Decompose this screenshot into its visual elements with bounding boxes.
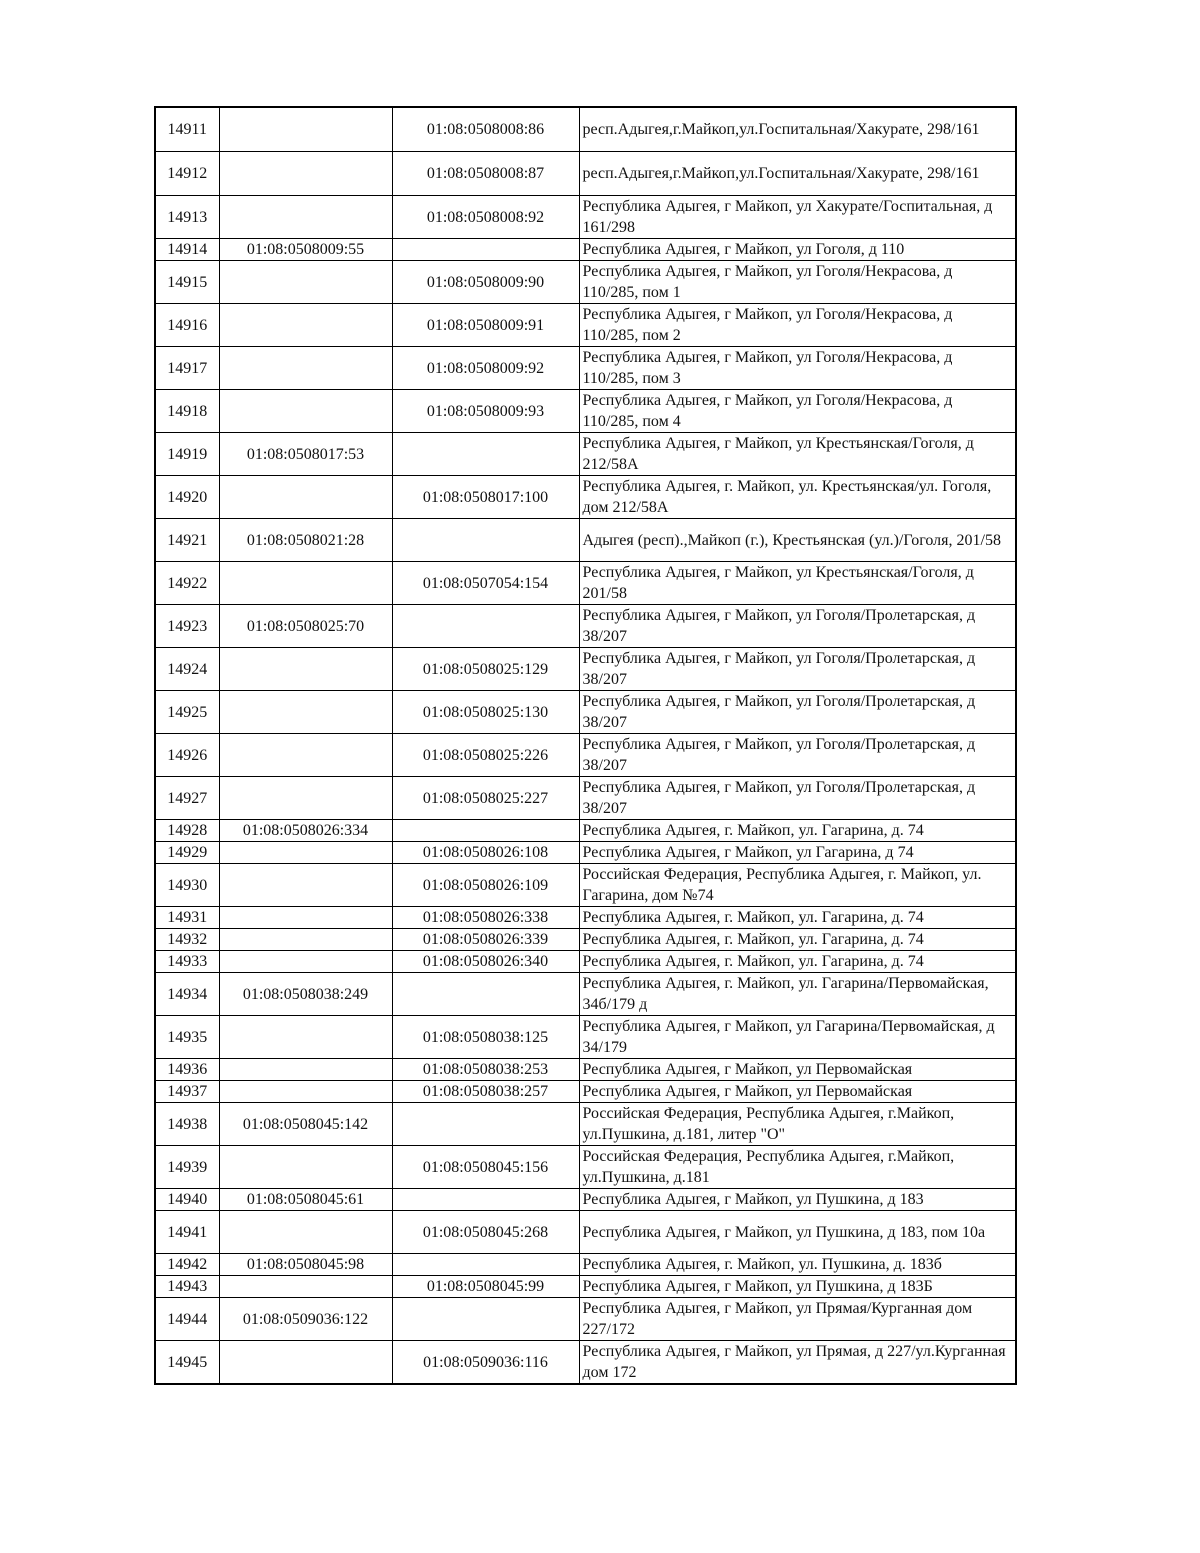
address-cell: Республика Адыгея, г Майкоп, ул Хакурате/Госпитальная, д 161/298 [579, 196, 1016, 239]
row-number-cell: 14945 [155, 1341, 219, 1385]
land-cadastral-number-cell [219, 907, 392, 929]
table-row [155, 107, 1016, 152]
address-cell: Республика Адыгея, г Майкоп, ул Пушкина, д 183Б [579, 1276, 1016, 1298]
row-number-cell: 14938 [155, 1103, 219, 1146]
land-cadastral-number-cell [219, 1211, 392, 1254]
address-cell: Республика Адыгея, г Майкоп, ул Гоголя/Некрасова, д 110/285, пом 1 [579, 261, 1016, 304]
table-row [155, 1059, 1016, 1081]
land-cadastral-number-cell: 01:08:0508026:334 [219, 820, 392, 842]
address-cell: Республика Адыгея, г Майкоп, ул Гагарина, д 74 [579, 842, 1016, 864]
row-number-cell: 14928 [155, 820, 219, 842]
land-cadastral-number-cell: 01:08:0508038:249 [219, 973, 392, 1016]
land-cadastral-number-cell: 01:08:0508025:70 [219, 605, 392, 648]
object-cadastral-number-cell: 01:08:0508026:108 [392, 842, 579, 864]
address-cell: Республика Адыгея, г. Майкоп, ул. Гагарина/Первомайская, 34б/179 д [579, 973, 1016, 1016]
land-cadastral-number-cell [219, 196, 392, 239]
table-row [155, 519, 1016, 562]
land-cadastral-number-cell [219, 734, 392, 777]
registry-table-body [155, 107, 1016, 1384]
address-cell: Республика Адыгея, г. Майкоп, ул. Гагарина, д. 74 [579, 820, 1016, 842]
table-row [155, 1254, 1016, 1276]
object-cadastral-number-cell: 01:08:0508025:226 [392, 734, 579, 777]
object-cadastral-number-cell: 01:08:0508009:92 [392, 347, 579, 390]
address-cell: Республика Адыгея, г. Майкоп, ул. Гагарина, д. 74 [579, 929, 1016, 951]
table-row [155, 562, 1016, 605]
land-cadastral-number-cell [219, 1341, 392, 1385]
land-cadastral-number-cell: 01:08:0508017:53 [219, 433, 392, 476]
object-cadastral-number-cell: 01:08:0508008:92 [392, 196, 579, 239]
address-cell: Республика Адыгея, г. Майкоп, ул. Гагарина, д. 74 [579, 907, 1016, 929]
table-row [155, 1189, 1016, 1211]
object-cadastral-number-cell [392, 820, 579, 842]
object-cadastral-number-cell: 01:08:0508008:86 [392, 107, 579, 152]
row-number-cell: 14934 [155, 973, 219, 1016]
land-cadastral-number-cell [219, 777, 392, 820]
object-cadastral-number-cell: 01:08:0508025:129 [392, 648, 579, 691]
row-number-cell: 14926 [155, 734, 219, 777]
land-cadastral-number-cell [219, 1016, 392, 1059]
land-cadastral-number-cell [219, 261, 392, 304]
land-cadastral-number-cell [219, 304, 392, 347]
row-number-cell: 14922 [155, 562, 219, 605]
table-row [155, 196, 1016, 239]
row-number-cell: 14941 [155, 1211, 219, 1254]
address-cell: Республика Адыгея, г Майкоп, ул Гоголя, д 110 [579, 239, 1016, 261]
address-cell: Республика Адыгея, г Майкоп, ул Первомайская [579, 1059, 1016, 1081]
row-number-cell: 14943 [155, 1276, 219, 1298]
row-number-cell: 14925 [155, 691, 219, 734]
row-number-cell: 14913 [155, 196, 219, 239]
land-cadastral-number-cell [219, 1081, 392, 1103]
row-number-cell: 14932 [155, 929, 219, 951]
table-row [155, 390, 1016, 433]
address-cell: Республика Адыгея, г Майкоп, ул Гоголя/Пролетарская, д 38/207 [579, 777, 1016, 820]
row-number-cell: 14914 [155, 239, 219, 261]
object-cadastral-number-cell: 01:08:0508009:90 [392, 261, 579, 304]
object-cadastral-number-cell: 01:08:0509036:116 [392, 1341, 579, 1385]
land-cadastral-number-cell: 01:08:0509036:122 [219, 1298, 392, 1341]
row-number-cell: 14920 [155, 476, 219, 519]
row-number-cell: 14923 [155, 605, 219, 648]
object-cadastral-number-cell: 01:08:0507054:154 [392, 562, 579, 605]
row-number-cell: 14927 [155, 777, 219, 820]
row-number-cell: 14937 [155, 1081, 219, 1103]
object-cadastral-number-cell: 01:08:0508017:100 [392, 476, 579, 519]
address-cell: Республика Адыгея, г Майкоп, ул Гоголя/Некрасова, д 110/285, пом 3 [579, 347, 1016, 390]
row-number-cell: 14918 [155, 390, 219, 433]
land-cadastral-number-cell [219, 648, 392, 691]
object-cadastral-number-cell: 01:08:0508045:268 [392, 1211, 579, 1254]
row-number-cell: 14917 [155, 347, 219, 390]
row-number-cell: 14929 [155, 842, 219, 864]
object-cadastral-number-cell: 01:08:0508038:257 [392, 1081, 579, 1103]
row-number-cell: 14912 [155, 152, 219, 196]
row-number-cell: 14939 [155, 1146, 219, 1189]
address-cell: Республика Адыгея, г. Майкоп, ул. Крестьянская/ул. Гоголя, дом 212/58А [579, 476, 1016, 519]
address-cell: Республика Адыгея, г. Майкоп, ул. Гагарина, д. 74 [579, 951, 1016, 973]
table-row [155, 842, 1016, 864]
land-cadastral-number-cell: 01:08:0508045:61 [219, 1189, 392, 1211]
land-cadastral-number-cell [219, 951, 392, 973]
table-row [155, 433, 1016, 476]
table-row [155, 734, 1016, 777]
land-cadastral-number-cell: 01:08:0508045:98 [219, 1254, 392, 1276]
address-cell: Республика Адыгея, г Майкоп, ул Гоголя/Пролетарская, д 38/207 [579, 691, 1016, 734]
property-registry-table [154, 106, 1017, 1385]
address-cell: респ.Адыгея,г.Майкоп,ул.Госпитальная/Хакурате, 298/161 [579, 107, 1016, 152]
address-cell: Республика Адыгея, г Майкоп, ул Прямая, д 227/ул.Курганная дом 172 [579, 1341, 1016, 1385]
object-cadastral-number-cell: 01:08:0508026:340 [392, 951, 579, 973]
table-row [155, 691, 1016, 734]
table-row [155, 1298, 1016, 1341]
land-cadastral-number-cell [219, 1146, 392, 1189]
object-cadastral-number-cell: 01:08:0508026:338 [392, 907, 579, 929]
address-cell: Российская Федерация, Республика Адыгея, г. Майкоп, ул. Гагарина, дом №74 [579, 864, 1016, 907]
object-cadastral-number-cell: 01:08:0508026:339 [392, 929, 579, 951]
address-cell: Республика Адыгея, г Майкоп, ул Гоголя/Пролетарская, д 38/207 [579, 648, 1016, 691]
address-cell: Республика Адыгея, г Майкоп, ул Пушкина, д 183, пом 10а [579, 1211, 1016, 1254]
object-cadastral-number-cell: 01:08:0508025:130 [392, 691, 579, 734]
table-row [155, 951, 1016, 973]
object-cadastral-number-cell [392, 239, 579, 261]
row-number-cell: 14921 [155, 519, 219, 562]
address-cell: Республика Адыгея, г. Майкоп, ул. Пушкина, д. 183б [579, 1254, 1016, 1276]
object-cadastral-number-cell: 01:08:0508009:93 [392, 390, 579, 433]
land-cadastral-number-cell [219, 929, 392, 951]
row-number-cell: 14911 [155, 107, 219, 152]
address-cell: Республика Адыгея, г Майкоп, ул Прямая/Курганная дом 227/172 [579, 1298, 1016, 1341]
address-cell: Республика Адыгея, г Майкоп, ул Гоголя/Некрасова, д 110/285, пом 2 [579, 304, 1016, 347]
address-cell: Республика Адыгея, г Майкоп, ул Пушкина, д 183 [579, 1189, 1016, 1211]
address-cell: Республика Адыгея, г Майкоп, ул Гагарина/Первомайская, д 34/179 [579, 1016, 1016, 1059]
object-cadastral-number-cell [392, 1298, 579, 1341]
land-cadastral-number-cell [219, 1276, 392, 1298]
table-row [155, 239, 1016, 261]
address-cell: Адыгея (респ).,Майкоп (г.), Крестьянская (ул.)/Гоголя, 201/58 [579, 519, 1016, 562]
table-row [155, 1146, 1016, 1189]
address-cell: респ.Адыгея,г.Майкоп,ул.Госпитальная/Хакурате, 298/161 [579, 152, 1016, 196]
land-cadastral-number-cell [219, 1059, 392, 1081]
row-number-cell: 14940 [155, 1189, 219, 1211]
address-cell: Российская Федерация, Республика Адыгея, г.Майкоп, ул.Пушкина, д.181 [579, 1146, 1016, 1189]
table-row [155, 1276, 1016, 1298]
table-row [155, 605, 1016, 648]
row-number-cell: 14915 [155, 261, 219, 304]
object-cadastral-number-cell: 01:08:0508025:227 [392, 777, 579, 820]
table-row [155, 648, 1016, 691]
land-cadastral-number-cell [219, 562, 392, 605]
table-row [155, 907, 1016, 929]
address-cell: Республика Адыгея, г Майкоп, ул Гоголя/Некрасова, д 110/285, пом 4 [579, 390, 1016, 433]
object-cadastral-number-cell: 01:08:0508026:109 [392, 864, 579, 907]
row-number-cell: 14942 [155, 1254, 219, 1276]
table-row [155, 973, 1016, 1016]
row-number-cell: 14935 [155, 1016, 219, 1059]
address-cell: Республика Адыгея, г Майкоп, ул Крестьянская/Гоголя, д 212/58А [579, 433, 1016, 476]
row-number-cell: 14924 [155, 648, 219, 691]
land-cadastral-number-cell [219, 842, 392, 864]
land-cadastral-number-cell [219, 691, 392, 734]
land-cadastral-number-cell [219, 107, 392, 152]
object-cadastral-number-cell [392, 605, 579, 648]
object-cadastral-number-cell [392, 973, 579, 1016]
table-row [155, 1341, 1016, 1385]
table-row [155, 152, 1016, 196]
row-number-cell: 14933 [155, 951, 219, 973]
address-cell: Республика Адыгея, г Майкоп, ул Крестьянская/Гоголя, д 201/58 [579, 562, 1016, 605]
object-cadastral-number-cell: 01:08:0508045:99 [392, 1276, 579, 1298]
row-number-cell: 14916 [155, 304, 219, 347]
object-cadastral-number-cell [392, 1103, 579, 1146]
table-row [155, 347, 1016, 390]
row-number-cell: 14931 [155, 907, 219, 929]
table-row [155, 476, 1016, 519]
object-cadastral-number-cell [392, 1254, 579, 1276]
table-row [155, 929, 1016, 951]
object-cadastral-number-cell [392, 519, 579, 562]
table-row [155, 1103, 1016, 1146]
object-cadastral-number-cell [392, 433, 579, 476]
object-cadastral-number-cell: 01:08:0508008:87 [392, 152, 579, 196]
table-row [155, 864, 1016, 907]
address-cell: Российская Федерация, Республика Адыгея, г.Майкоп, ул.Пушкина, д.181, литер "О" [579, 1103, 1016, 1146]
table-row [155, 1211, 1016, 1254]
land-cadastral-number-cell [219, 476, 392, 519]
address-cell: Республика Адыгея, г Майкоп, ул Первомайская [579, 1081, 1016, 1103]
object-cadastral-number-cell: 01:08:0508045:156 [392, 1146, 579, 1189]
address-cell: Республика Адыгея, г Майкоп, ул Гоголя/Пролетарская, д 38/207 [579, 605, 1016, 648]
land-cadastral-number-cell [219, 864, 392, 907]
row-number-cell: 14936 [155, 1059, 219, 1081]
land-cadastral-number-cell: 01:08:0508045:142 [219, 1103, 392, 1146]
table-row [155, 261, 1016, 304]
land-cadastral-number-cell [219, 347, 392, 390]
table-row [155, 1016, 1016, 1059]
row-number-cell: 14930 [155, 864, 219, 907]
address-cell: Республика Адыгея, г Майкоп, ул Гоголя/Пролетарская, д 38/207 [579, 734, 1016, 777]
table-row [155, 304, 1016, 347]
object-cadastral-number-cell: 01:08:0508038:125 [392, 1016, 579, 1059]
table-row [155, 820, 1016, 842]
land-cadastral-number-cell: 01:08:0508009:55 [219, 239, 392, 261]
land-cadastral-number-cell [219, 390, 392, 433]
land-cadastral-number-cell: 01:08:0508021:28 [219, 519, 392, 562]
row-number-cell: 14919 [155, 433, 219, 476]
table-row [155, 777, 1016, 820]
table-row [155, 1081, 1016, 1103]
object-cadastral-number-cell: 01:08:0508038:253 [392, 1059, 579, 1081]
object-cadastral-number-cell: 01:08:0508009:91 [392, 304, 579, 347]
land-cadastral-number-cell [219, 152, 392, 196]
object-cadastral-number-cell [392, 1189, 579, 1211]
row-number-cell: 14944 [155, 1298, 219, 1341]
